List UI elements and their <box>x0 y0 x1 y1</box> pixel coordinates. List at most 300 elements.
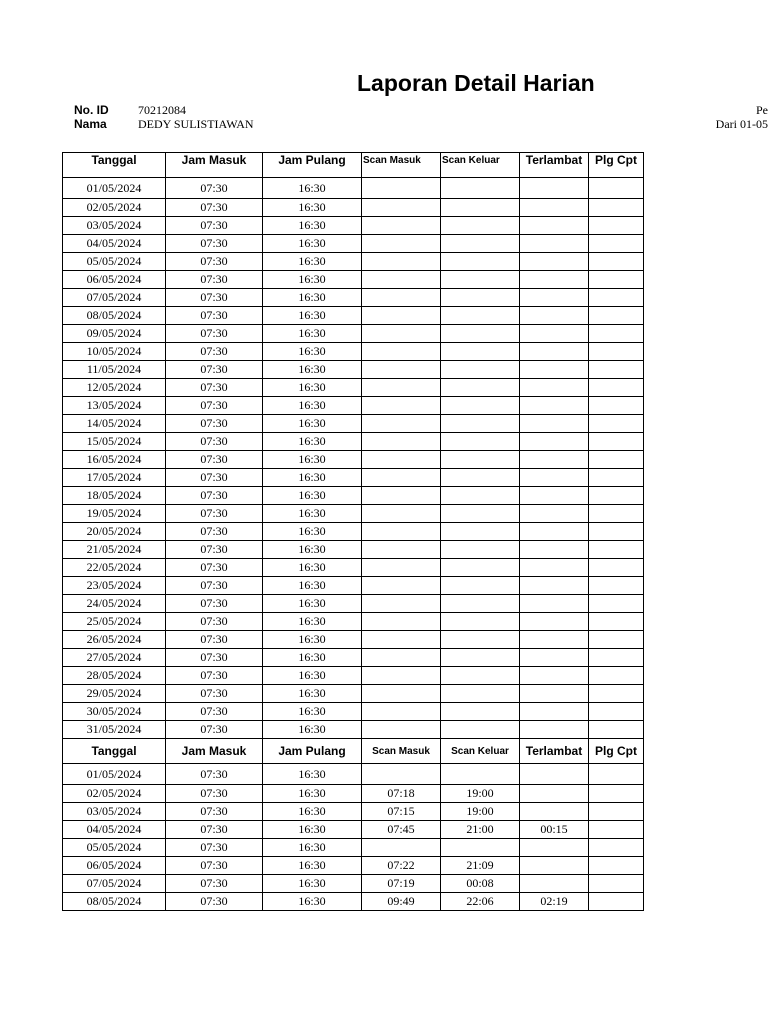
cell-jam-pulang: 16:30 <box>263 631 362 649</box>
cell-scan-masuk: 07:45 <box>362 821 441 839</box>
cell-date: 28/05/2024 <box>63 667 166 685</box>
cell-plg-cpt <box>589 667 644 685</box>
cell-terlambat <box>520 613 589 631</box>
cell-plg-cpt <box>589 433 644 451</box>
cell-terlambat <box>520 415 589 433</box>
cell-jam-pulang: 16:30 <box>263 505 362 523</box>
cell-jam-masuk: 07:30 <box>166 361 263 379</box>
cell-plg-cpt <box>589 505 644 523</box>
cell-scan-masuk <box>362 764 441 785</box>
cell-date: 30/05/2024 <box>63 703 166 721</box>
cell-jam-masuk: 07:30 <box>166 325 263 343</box>
cell-plg-cpt <box>589 577 644 595</box>
cell-date: 14/05/2024 <box>63 415 166 433</box>
cell-scan-masuk <box>362 235 441 253</box>
cell-terlambat <box>520 631 589 649</box>
cell-jam-pulang: 16:30 <box>263 875 362 893</box>
cell-date: 03/05/2024 <box>63 217 166 235</box>
table-row <box>63 649 644 667</box>
cell-scan-keluar <box>441 649 520 667</box>
cell-date: 06/05/2024 <box>63 857 166 875</box>
cell-scan-masuk <box>362 178 441 199</box>
table-row <box>63 433 644 451</box>
table-row <box>63 505 644 523</box>
cell-date: 06/05/2024 <box>63 271 166 289</box>
cell-scan-keluar <box>441 217 520 235</box>
cell-scan-keluar <box>441 559 520 577</box>
cell-jam-masuk: 07:30 <box>166 577 263 595</box>
cell-scan-masuk <box>362 523 441 541</box>
cell-jam-masuk: 07:30 <box>166 433 263 451</box>
cell-scan-keluar <box>441 253 520 271</box>
table-row <box>63 685 644 703</box>
cell-scan-masuk <box>362 271 441 289</box>
cell-date: 08/05/2024 <box>63 893 166 911</box>
table-header-row <box>63 153 644 178</box>
cell-scan-keluar <box>441 505 520 523</box>
cell-jam-masuk: 07:30 <box>166 523 263 541</box>
cell-plg-cpt <box>589 893 644 911</box>
cell-jam-masuk: 07:30 <box>166 235 263 253</box>
cell-terlambat <box>520 271 589 289</box>
cell-scan-keluar <box>441 764 520 785</box>
table-row <box>63 721 644 739</box>
cell-jam-pulang: 16:30 <box>263 613 362 631</box>
name-label: Nama <box>74 117 107 131</box>
cell-jam-pulang: 16:30 <box>263 433 362 451</box>
table-row <box>63 821 644 839</box>
cell-jam-pulang: 16:30 <box>263 178 362 199</box>
cell-plg-cpt <box>589 764 644 785</box>
table-row <box>63 839 644 857</box>
table-row <box>63 764 644 785</box>
cell-scan-keluar <box>441 631 520 649</box>
cell-scan-keluar <box>441 289 520 307</box>
cell-terlambat <box>520 703 589 721</box>
cell-terlambat <box>520 307 589 325</box>
report-title: Laporan Detail Harian <box>357 70 595 96</box>
cell-plg-cpt <box>589 613 644 631</box>
cell-scan-keluar <box>441 343 520 361</box>
cell-scan-keluar <box>441 271 520 289</box>
cell-scan-keluar <box>441 325 520 343</box>
cell-scan-masuk <box>362 199 441 217</box>
cell-jam-pulang: 16:30 <box>263 703 362 721</box>
cell-terlambat <box>520 595 589 613</box>
table-row <box>63 857 644 875</box>
cell-jam-pulang: 16:30 <box>263 541 362 559</box>
cell-terlambat <box>520 721 589 739</box>
cell-plg-cpt <box>589 487 644 505</box>
cell-terlambat <box>520 253 589 271</box>
cell-jam-pulang: 16:30 <box>263 667 362 685</box>
cell-plg-cpt <box>589 379 644 397</box>
cell-date: 03/05/2024 <box>63 803 166 821</box>
cell-date: 04/05/2024 <box>63 821 166 839</box>
cell-terlambat <box>520 857 589 875</box>
cell-jam-masuk: 07:30 <box>166 821 263 839</box>
cell-date: 07/05/2024 <box>63 875 166 893</box>
table-row <box>63 199 644 217</box>
cell-plg-cpt <box>589 541 644 559</box>
cell-scan-masuk <box>362 685 441 703</box>
column-header-terlambat: Terlambat <box>520 739 589 764</box>
table-row <box>63 271 644 289</box>
cell-scan-keluar <box>441 577 520 595</box>
cell-jam-pulang: 16:30 <box>263 325 362 343</box>
cell-plg-cpt <box>589 821 644 839</box>
cell-scan-keluar <box>441 451 520 469</box>
cell-date: 04/05/2024 <box>63 235 166 253</box>
cell-scan-masuk <box>362 559 441 577</box>
cell-date: 29/05/2024 <box>63 685 166 703</box>
cell-terlambat <box>520 397 589 415</box>
cell-terlambat: 02:19 <box>520 893 589 911</box>
cell-plg-cpt <box>589 451 644 469</box>
cell-jam-pulang: 16:30 <box>263 271 362 289</box>
cell-plg-cpt <box>589 857 644 875</box>
cell-terlambat: 00:15 <box>520 821 589 839</box>
column-header-plg-cpt: Plg Cpt <box>589 153 644 178</box>
cell-scan-keluar <box>441 541 520 559</box>
cell-terlambat <box>520 433 589 451</box>
cell-terlambat <box>520 451 589 469</box>
cell-jam-pulang: 16:30 <box>263 343 362 361</box>
cell-jam-pulang: 16:30 <box>263 361 362 379</box>
cell-plg-cpt <box>589 685 644 703</box>
cell-jam-pulang: 16:30 <box>263 307 362 325</box>
cell-jam-pulang: 16:30 <box>263 235 362 253</box>
cell-scan-masuk <box>362 649 441 667</box>
cell-plg-cpt <box>589 875 644 893</box>
cell-scan-masuk <box>362 289 441 307</box>
cell-jam-pulang: 16:30 <box>263 721 362 739</box>
attendance-table <box>62 152 644 911</box>
cell-scan-masuk <box>362 469 441 487</box>
cell-jam-masuk: 07:30 <box>166 271 263 289</box>
cell-date: 10/05/2024 <box>63 343 166 361</box>
cell-jam-pulang: 16:30 <box>263 253 362 271</box>
cell-terlambat <box>520 785 589 803</box>
table-row <box>63 325 644 343</box>
cell-plg-cpt <box>589 649 644 667</box>
cell-terlambat <box>520 875 589 893</box>
cell-jam-pulang: 16:30 <box>263 487 362 505</box>
cell-scan-masuk <box>362 343 441 361</box>
table-row <box>63 875 644 893</box>
column-header-jam-masuk: Jam Masuk <box>166 739 263 764</box>
date-range: Dari 01-05 <box>715 117 768 131</box>
cell-terlambat <box>520 235 589 253</box>
cell-date: 18/05/2024 <box>63 487 166 505</box>
cell-jam-pulang: 16:30 <box>263 857 362 875</box>
cell-jam-pulang: 16:30 <box>263 379 362 397</box>
table-row <box>63 559 644 577</box>
cell-jam-pulang: 16:30 <box>263 523 362 541</box>
cell-date: 16/05/2024 <box>63 451 166 469</box>
cell-plg-cpt <box>589 523 644 541</box>
cell-jam-pulang: 16:30 <box>263 559 362 577</box>
cell-scan-masuk <box>362 397 441 415</box>
table-row <box>63 595 644 613</box>
cell-terlambat <box>520 361 589 379</box>
cell-jam-masuk: 07:30 <box>166 451 263 469</box>
table-row <box>63 613 644 631</box>
cell-scan-masuk <box>362 505 441 523</box>
cell-scan-keluar <box>441 235 520 253</box>
column-header-jam-pulang: Jam Pulang <box>263 153 362 178</box>
cell-terlambat <box>520 667 589 685</box>
cell-jam-pulang: 16:30 <box>263 803 362 821</box>
cell-plg-cpt <box>589 559 644 577</box>
cell-plg-cpt <box>589 271 644 289</box>
cell-plg-cpt <box>589 307 644 325</box>
cell-jam-masuk: 07:30 <box>166 703 263 721</box>
cell-jam-pulang: 16:30 <box>263 577 362 595</box>
cell-plg-cpt <box>589 803 644 821</box>
cell-jam-masuk: 07:30 <box>166 764 263 785</box>
cell-scan-keluar: 21:00 <box>441 821 520 839</box>
table-row <box>63 631 644 649</box>
cell-plg-cpt <box>589 325 644 343</box>
cell-scan-masuk <box>362 721 441 739</box>
table-row <box>63 379 644 397</box>
cell-date: 09/05/2024 <box>63 325 166 343</box>
cell-jam-pulang: 16:30 <box>263 199 362 217</box>
cell-scan-keluar <box>441 685 520 703</box>
cell-date: 31/05/2024 <box>63 721 166 739</box>
table-row <box>63 577 644 595</box>
table-row <box>63 289 644 307</box>
cell-scan-masuk <box>362 577 441 595</box>
cell-plg-cpt <box>589 289 644 307</box>
cell-date: 21/05/2024 <box>63 541 166 559</box>
column-header-scan-keluar: Scan Keluar <box>441 153 520 178</box>
cell-terlambat <box>520 217 589 235</box>
cell-scan-keluar: 19:00 <box>441 785 520 803</box>
column-header-plg-cpt: Plg Cpt <box>589 739 644 764</box>
cell-jam-pulang: 16:30 <box>263 469 362 487</box>
cell-date: 02/05/2024 <box>63 199 166 217</box>
cell-jam-pulang: 16:30 <box>263 451 362 469</box>
cell-scan-masuk <box>362 451 441 469</box>
cell-date: 02/05/2024 <box>63 785 166 803</box>
table-row <box>63 487 644 505</box>
cell-date: 24/05/2024 <box>63 595 166 613</box>
cell-terlambat <box>520 289 589 307</box>
cell-terlambat <box>520 685 589 703</box>
cell-terlambat <box>520 178 589 199</box>
id-label: No. ID <box>74 103 109 117</box>
cell-jam-pulang: 16:30 <box>263 785 362 803</box>
cell-scan-keluar <box>441 721 520 739</box>
cell-jam-pulang: 16:30 <box>263 595 362 613</box>
cell-date: 20/05/2024 <box>63 523 166 541</box>
cell-terlambat <box>520 649 589 667</box>
cell-scan-masuk: 07:15 <box>362 803 441 821</box>
column-header-scan-masuk: Scan Masuk <box>362 739 441 764</box>
cell-jam-pulang: 16:30 <box>263 821 362 839</box>
cell-plg-cpt <box>589 703 644 721</box>
cell-terlambat <box>520 541 589 559</box>
cell-jam-pulang: 16:30 <box>263 397 362 415</box>
column-header-scan-masuk: Scan Masuk <box>362 153 441 178</box>
cell-plg-cpt <box>589 199 644 217</box>
table-row <box>63 785 644 803</box>
cell-jam-masuk: 07:30 <box>166 343 263 361</box>
cell-plg-cpt <box>589 253 644 271</box>
cell-jam-pulang: 16:30 <box>263 839 362 857</box>
cell-date: 11/05/2024 <box>63 361 166 379</box>
cell-scan-masuk <box>362 217 441 235</box>
cell-terlambat <box>520 379 589 397</box>
table-header-row <box>63 739 644 764</box>
cell-jam-masuk: 07:30 <box>166 469 263 487</box>
cell-scan-masuk <box>362 541 441 559</box>
cell-scan-keluar <box>441 667 520 685</box>
table-row <box>63 803 644 821</box>
cell-jam-masuk: 07:30 <box>166 595 263 613</box>
cell-jam-masuk: 07:30 <box>166 631 263 649</box>
cell-terlambat <box>520 199 589 217</box>
cell-scan-masuk <box>362 379 441 397</box>
cell-jam-masuk: 07:30 <box>166 505 263 523</box>
cell-plg-cpt <box>589 839 644 857</box>
cell-scan-masuk <box>362 415 441 433</box>
cell-date: 19/05/2024 <box>63 505 166 523</box>
cell-jam-masuk: 07:30 <box>166 857 263 875</box>
cell-terlambat <box>520 803 589 821</box>
cell-terlambat <box>520 577 589 595</box>
column-header-jam-pulang: Jam Pulang <box>263 739 362 764</box>
cell-jam-masuk: 07:30 <box>166 199 263 217</box>
cell-jam-masuk: 07:30 <box>166 415 263 433</box>
cell-jam-masuk: 07:30 <box>166 307 263 325</box>
table-row <box>63 307 644 325</box>
cell-date: 08/05/2024 <box>63 307 166 325</box>
table-row <box>63 217 644 235</box>
cell-terlambat <box>520 559 589 577</box>
cell-jam-masuk: 07:30 <box>166 649 263 667</box>
table-row <box>63 178 644 199</box>
cell-jam-masuk: 07:30 <box>166 685 263 703</box>
cell-terlambat <box>520 523 589 541</box>
cell-scan-keluar <box>441 397 520 415</box>
column-header-terlambat: Terlambat <box>520 153 589 178</box>
cell-jam-masuk: 07:30 <box>166 379 263 397</box>
cell-scan-masuk <box>362 595 441 613</box>
cell-plg-cpt <box>589 595 644 613</box>
id-value: 70212084 <box>138 103 186 117</box>
cell-terlambat <box>520 325 589 343</box>
table-row <box>63 415 644 433</box>
cell-jam-masuk: 07:30 <box>166 487 263 505</box>
cell-jam-masuk: 07:30 <box>166 721 263 739</box>
table-row <box>63 235 644 253</box>
cell-terlambat <box>520 505 589 523</box>
cell-date: 17/05/2024 <box>63 469 166 487</box>
table-row <box>63 253 644 271</box>
cell-date: 27/05/2024 <box>63 649 166 667</box>
table-row <box>63 703 644 721</box>
cell-scan-keluar <box>441 613 520 631</box>
cell-date: 07/05/2024 <box>63 289 166 307</box>
column-header-date: Tanggal <box>63 153 166 178</box>
cell-date: 25/05/2024 <box>63 613 166 631</box>
cell-plg-cpt <box>589 721 644 739</box>
cell-jam-masuk: 07:30 <box>166 803 263 821</box>
table-row <box>63 361 644 379</box>
cell-date: 22/05/2024 <box>63 559 166 577</box>
cell-jam-pulang: 16:30 <box>263 764 362 785</box>
cell-plg-cpt <box>589 361 644 379</box>
cell-date: 15/05/2024 <box>63 433 166 451</box>
table-row <box>63 667 644 685</box>
cell-terlambat <box>520 343 589 361</box>
cell-jam-masuk: 07:30 <box>166 893 263 911</box>
cell-scan-keluar <box>441 307 520 325</box>
cell-scan-keluar <box>441 199 520 217</box>
cell-jam-masuk: 07:30 <box>166 613 263 631</box>
cell-terlambat <box>520 469 589 487</box>
cell-scan-keluar <box>441 523 520 541</box>
cell-plg-cpt <box>589 235 644 253</box>
name-value: DEDY SULISTIAWAN <box>138 117 254 131</box>
cell-jam-masuk: 07:30 <box>166 178 263 199</box>
table-row <box>63 541 644 559</box>
cell-scan-masuk <box>362 253 441 271</box>
cell-jam-pulang: 16:30 <box>263 415 362 433</box>
cell-scan-masuk <box>362 307 441 325</box>
cell-jam-masuk: 07:30 <box>166 559 263 577</box>
cell-jam-pulang: 16:30 <box>263 649 362 667</box>
cell-scan-masuk <box>362 667 441 685</box>
period-label: Pe <box>756 103 768 117</box>
cell-jam-masuk: 07:30 <box>166 839 263 857</box>
cell-scan-keluar <box>441 433 520 451</box>
cell-date: 05/05/2024 <box>63 253 166 271</box>
cell-scan-keluar <box>441 178 520 199</box>
cell-scan-keluar <box>441 703 520 721</box>
cell-scan-keluar <box>441 361 520 379</box>
table-row <box>63 451 644 469</box>
cell-plg-cpt <box>589 415 644 433</box>
cell-jam-masuk: 07:30 <box>166 253 263 271</box>
column-header-date: Tanggal <box>63 739 166 764</box>
cell-plg-cpt <box>589 631 644 649</box>
cell-jam-pulang: 16:30 <box>263 893 362 911</box>
cell-plg-cpt <box>589 343 644 361</box>
cell-plg-cpt <box>589 217 644 235</box>
cell-scan-keluar: 19:00 <box>441 803 520 821</box>
cell-scan-masuk <box>362 613 441 631</box>
cell-plg-cpt <box>589 785 644 803</box>
cell-date: 13/05/2024 <box>63 397 166 415</box>
cell-scan-masuk: 07:18 <box>362 785 441 803</box>
cell-scan-keluar <box>441 469 520 487</box>
table-row <box>63 469 644 487</box>
cell-scan-masuk <box>362 325 441 343</box>
cell-scan-keluar: 22:06 <box>441 893 520 911</box>
cell-plg-cpt <box>589 178 644 199</box>
cell-terlambat <box>520 839 589 857</box>
cell-date: 05/05/2024 <box>63 839 166 857</box>
cell-scan-masuk <box>362 703 441 721</box>
cell-scan-keluar <box>441 379 520 397</box>
cell-scan-keluar <box>441 595 520 613</box>
cell-jam-pulang: 16:30 <box>263 289 362 307</box>
cell-scan-masuk <box>362 631 441 649</box>
